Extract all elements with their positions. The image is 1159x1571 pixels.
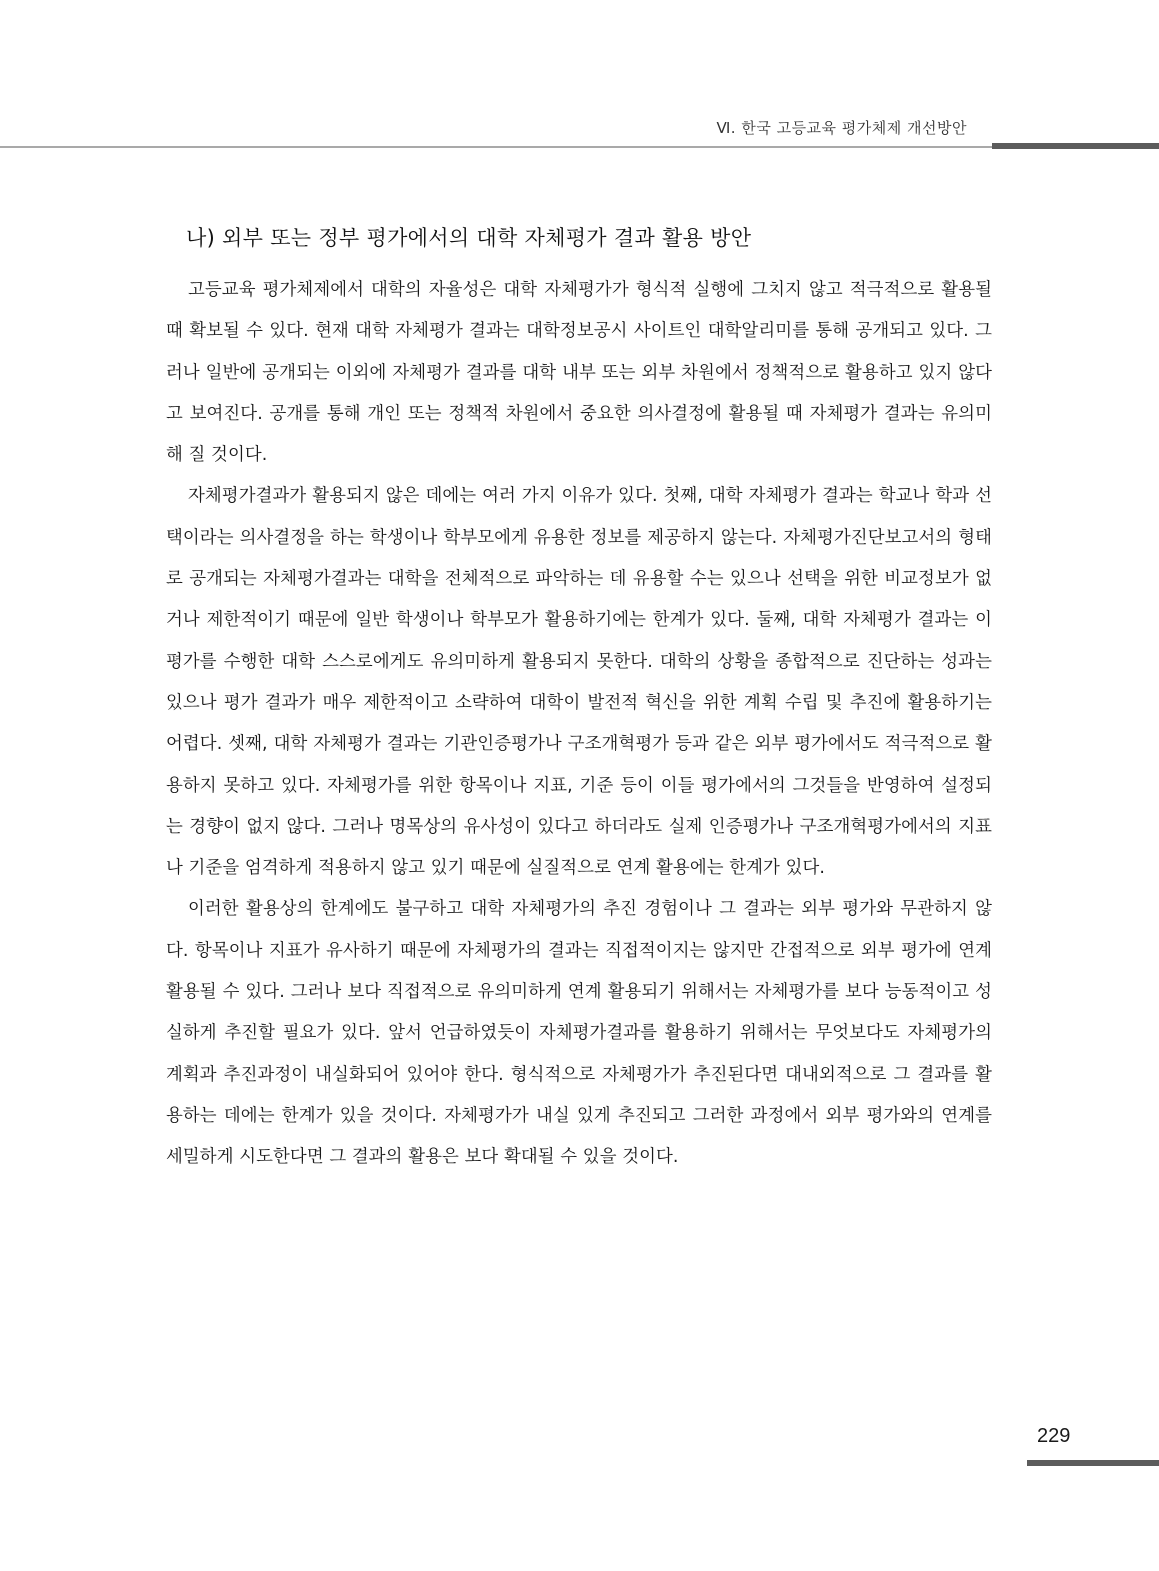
section-heading: 나) 외부 또는 정부 평가에서의 대학 자체평가 결과 활용 방안: [186, 226, 752, 250]
footer-rule: [1027, 1460, 1159, 1466]
page-number: 229: [1037, 1425, 1071, 1447]
header-rule-accent: [992, 143, 1159, 149]
paragraph: 자체평가결과가 활용되지 않은 데에는 여러 가지 이유가 있다. 첫째, 대학 자체평가 결과는 학교나 학과 선택이라는 의사결정을 하는 학생이나 학부모에게 유용한 정보를 제공하지 않는다. 자체평가진단보고서의 형태로 공개되는 자체평가결과는 대학을 전체적으로 파악하는 데 유용할 수는 있으나 선택을 위한 비교정보가 없거나 제한적이기 때문에 일반 학생이나 학부모가 활용하기에는 한계가 있다. 둘째, 대학 자체평가 결과는 이 평가를 수행한 대학 스스로에게도 유의미하게 활용되지 못한다. 대학의 상황을 종합적으로 진단하는 성과는 있으나 평가 결과가 매우 제한적이고 소략하여 대학이 발전적 혁신을 위한 계획 수립 및 추진에 활용하기는 어렵다. 셋째, 대학 자체평가 결과는 기관인증평가나 구조개혁평가 등과 같은 외부 평가에서도 적극적으로 활용하지 못하고 있다. 자체평가를 위한 항목이나 지표, 기준 등이 이들 평가에서의 그것들을 반영하여 설정되는 경향이 없지 않다. 그러나 명목상의 유사성이 있다고 하더라도 실제 인증평가나 구조개혁평가에서의 지표나 기준을 엄격하게 적용하지 않고 있기 때문에 실질적으로 연계 활용에는 한계가 있다.: [166, 486, 992, 879]
body-text: [166, 270, 992, 1179]
header-rule: [0, 146, 992, 148]
paragraph: 이러한 활용상의 한계에도 불구하고 대학 자체평가의 추진 경험이나 그 결과는 외부 평가와 무관하지 않다. 항목이나 지표가 유사하기 때문에 자체평가의 결과는 직접적이지는 않지만 간접적으로 외부 평가에 연계 활용될 수 있다. 그러나 보다 직접적으로 유의미하게 연계 활용되기 위해서는 자체평가를 보다 능동적이고 성실하게 추진할 필요가 있다. 앞서 언급하였듯이 자체평가결과를 활용하기 위해서는 무엇보다도 자체평가의 계획과 추진과정이 내실화되어 있어야 한다. 형식적으로 자체평가가 추진된다면 대내외적으로 그 결과를 활용하는 데에는 한계가 있을 것이다. 자체평가가 내실 있게 추진되고 그러한 과정에서 외부 평가와의 연계를 세밀하게 시도한다면 그 결과의 활용은 보다 확대될 수 있을 것이다.: [166, 899, 992, 1168]
paragraph: 고등교육 평가체제에서 대학의 자율성은 대학 자체평가가 형식적 실행에 그치지 않고 적극적으로 활용될 때 확보될 수 있다. 현재 대학 자체평가 결과는 대학정보공시 사이트인 대학알리미를 통해 공개되고 있다. 그러나 일반에 공개되는 이외에 자체평가 결과를 대학 내부 또는 외부 차원에서 정책적으로 활용하고 있지 않다고 보여진다. 공개를 통해 개인 또는 정책적 차원에서 중요한 의사결정에 활용될 때 자체평가 결과는 유의미해 질 것이다.: [166, 280, 992, 466]
running-header: Ⅵ. 한국 고등교육 평가체제 개선방안: [716, 119, 967, 137]
